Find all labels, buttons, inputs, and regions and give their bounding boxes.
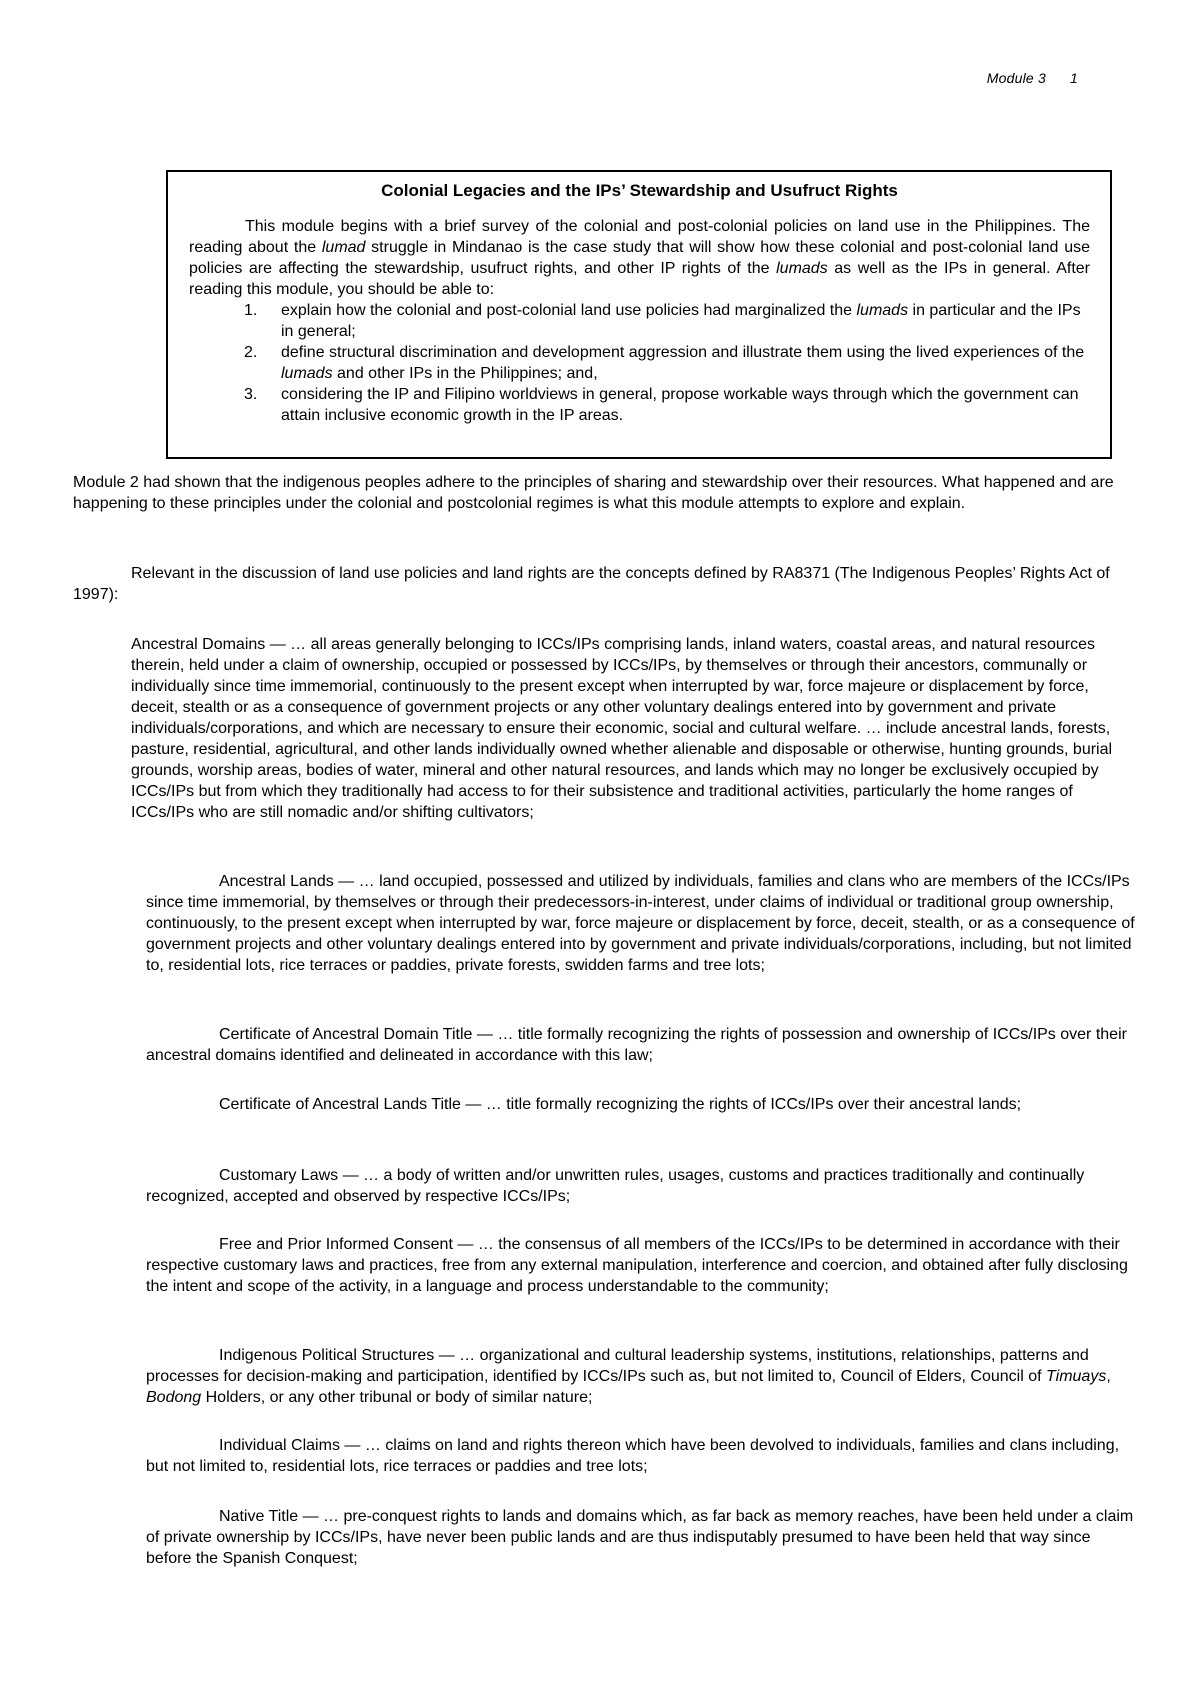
objective-item bbox=[189, 342, 1090, 384]
intro-emphasis: lumads bbox=[776, 260, 828, 277]
definition-political-structures bbox=[146, 1345, 1138, 1408]
body-paragraph-2: Relevant in the discussion of land use policies and land rights are the concepts defined by RA8371 (The Indigenous Peoples’ Rights Act of 1997): bbox=[73, 565, 1110, 603]
definition-customary-laws: Customary Laws — … a body of written and/or unwritten rules, usages, customs and practices traditionally and continually recognized, accepted and observed by respective ICCs/IPs; bbox=[146, 1167, 1085, 1205]
definition-ancestral-lands: Ancestral Lands — … land occupied, possessed and utilized by individuals, families and clans who are members of the ICCs/IPs since time immemorial, by themselves or through their predecessors-in-interest, under claims of individual or traditional group ownership, continuously, to the present except when interrupted by war, force majeure or displacement by force, deceit, stealth, or as a consequence of government projects and other voluntary dealings entered into by government and private individuals/corporations, including, but not limited to, residential lots, rice terraces or paddies, private forests, swidden farms and tree lots; bbox=[146, 873, 1135, 974]
definition-individual-claims: Individual Claims — … claims on land and rights thereon which have been devolved to individuals, families and clans including, but not limited to, residential lots, rice terraces or paddies and tree lots; bbox=[146, 1437, 1120, 1475]
objective-number: 2. bbox=[244, 344, 258, 361]
definition-emphasis: Timuays bbox=[1046, 1368, 1107, 1385]
objective-text: considering the IP and Filipino worldviews in general, propose workable ways through which the government can attain inclusive economic growth in the IP areas. bbox=[281, 386, 1079, 424]
objective-text: explain how the colonial and post-colonial land use policies had marginalized the bbox=[281, 302, 857, 319]
definition-cadt: Certificate of Ancestral Domain Title — … title formally recognizing the rights of possession and ownership of ICCs/IPs over their ancestral domains identified and delineated in accordance with this law; bbox=[146, 1026, 1127, 1064]
objective-number: 1. bbox=[244, 302, 258, 319]
module-title: Colonial Legacies and the IPs’ Stewardship and Usufruct Rights bbox=[381, 181, 898, 200]
definition-text: , bbox=[1106, 1368, 1111, 1385]
module-label: Module 3 bbox=[986, 70, 1046, 86]
module-intro bbox=[189, 216, 1090, 300]
definition-ancestral-domains: Ancestral Domains — … all areas generally belonging to ICCs/IPs comprising lands, inland waters, coastal areas, and natural resources therein, held under a claim of ownership, occupied or possessed by ICCs/IPs, by themselves or through their ancestors, communally or individually since time immemorial, continuously to the present except when interrupted by war, force majeure or displacement by force, deceit, stealth or as a consequence of government projects or any other voluntary dealings entered into by government and private individuals/corporations, and which are necessary to ensure their economic, social and cultural welfare. … include ancestral lands, forests, pasture, residential, agricultural, and other lands individually owned whether alienable and disposable or otherwise, hunting grounds, burial grounds, worship areas, bodies of water, mineral and other natural resources, and lands which may no longer be exclusively occupied by ICCs/IPs but from which they traditionally had access to for their subsistence and traditional activities, particularly the home ranges of ICCs/IPs who are still nomadic and/or shifting cultivators; bbox=[131, 636, 1113, 821]
body-paragraph-1: Module 2 had shown that the indigenous peoples adhere to the principles of sharing and stewardship over their resources. What happened and are happening to these principles under the colonial and postcolonial regimes is what this module attempts to explore and explain. bbox=[73, 474, 1114, 512]
objective-text: and other IPs in the Philippines; and, bbox=[332, 365, 598, 382]
intro-text: struggle in Mindanao is the case study that will show how these colonial and post-colonial land use policies are affecting the stewardship, usufruct rights, and other IP rights of the bbox=[189, 239, 1090, 277]
objective-number: 3. bbox=[244, 386, 258, 403]
objective-text: in particular and the IPs in general; bbox=[281, 302, 1081, 340]
page-number: 1 bbox=[1070, 70, 1078, 86]
intro-text: as well as the IPs in general. After reading this module, you should be able to: bbox=[189, 260, 1090, 298]
objective-text: define structural discrimination and development aggression and illustrate them using the lived experiences of the bbox=[281, 344, 1085, 361]
definition-emphasis: Bodong bbox=[146, 1389, 202, 1406]
objective-emphasis: lumads bbox=[856, 302, 909, 319]
objective-item bbox=[189, 384, 1090, 426]
module-overview-box bbox=[166, 170, 1112, 459]
objective-emphasis: lumads bbox=[281, 365, 333, 382]
page-header bbox=[987, 70, 1078, 86]
definition-calt: Certificate of Ancestral Lands Title — … title formally recognizing the rights of ICCs/IPs over their ancestral lands; bbox=[219, 1096, 1022, 1113]
definition-fpic: Free and Prior Informed Consent — … the consensus of all members of the ICCs/IPs to be determined in accordance with their respective customary laws and practices, free from any external manipulation, interference and coercion, and obtained after fully disclosing the intent and scope of the activity, in a language and process understandable to the community; bbox=[146, 1236, 1128, 1295]
definition-text: Indigenous Political Structures — … organizational and cultural leadership systems, institutions, relationships, patterns and processes for decision-making and participation, identified by ICCs/IPs such as, but not limited to, Council of Elders, Council of bbox=[146, 1347, 1089, 1385]
intro-emphasis: lumad bbox=[321, 239, 366, 256]
definition-native-title: Native Title — … pre-conquest rights to lands and domains which, as far back as memory reaches, have been held under a claim of private ownership by ICCs/IPs, have never been public lands and are thus indisputably presumed to have been held that way since before the Spanish Conquest; bbox=[146, 1508, 1134, 1567]
intro-text: This module begins with a brief survey of the colonial and post-colonial policies on land use in the Philippines. The reading about the bbox=[189, 218, 1090, 256]
learning-objectives bbox=[189, 300, 1090, 426]
objective-item bbox=[189, 300, 1090, 342]
definition-text: Holders, or any other tribunal or body of similar nature; bbox=[201, 1389, 593, 1406]
